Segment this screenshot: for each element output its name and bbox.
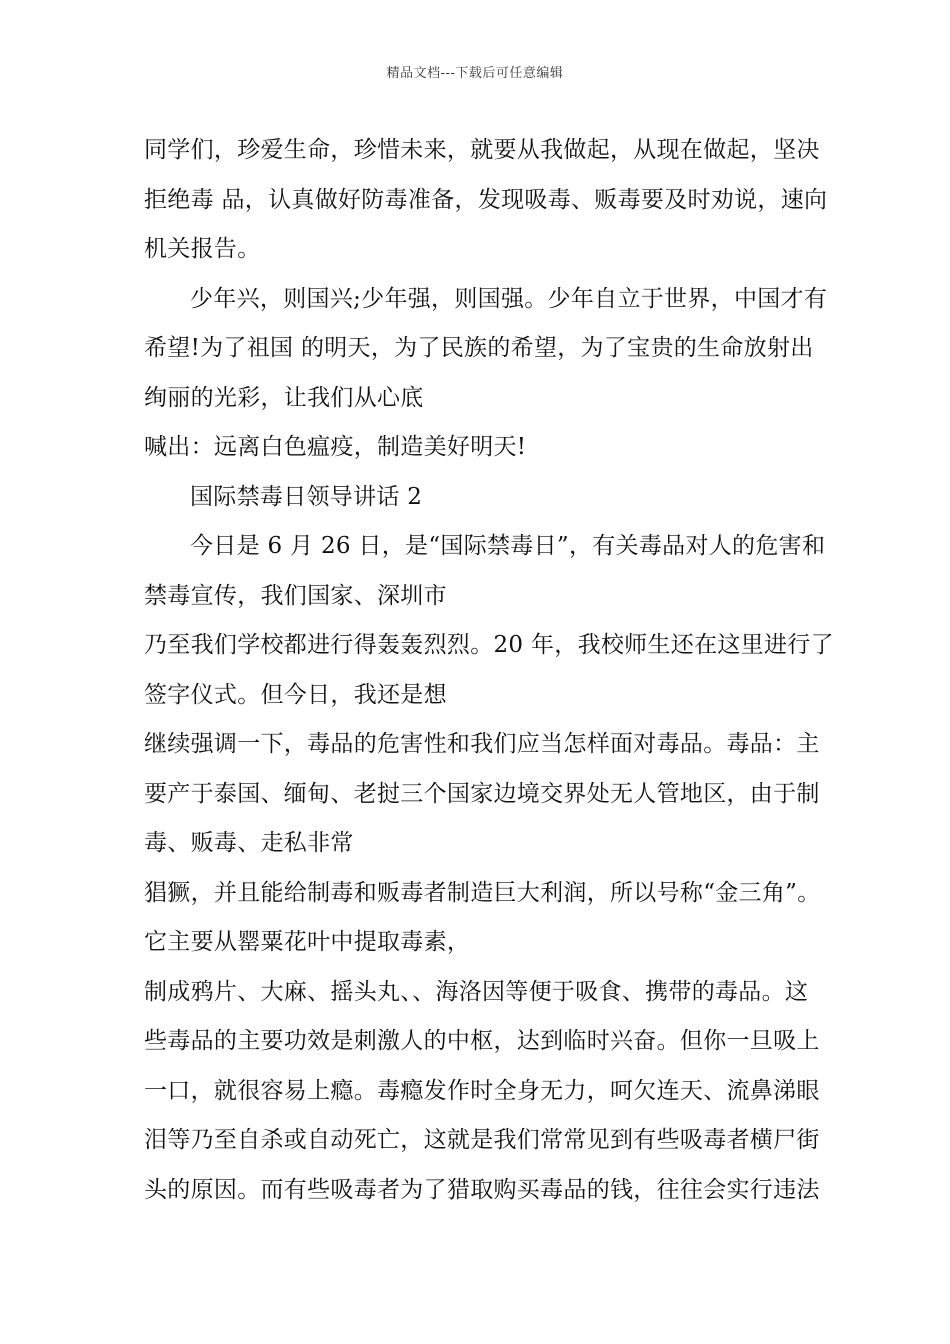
- text-line: 些毒品的主要功效是刺激人的中枢，达到临时兴奋。但你一旦吸上: [144, 1028, 820, 1054]
- text-line: 拒绝毒 品，认真做好防毒准备，发现吸毒、贩毒要及时劝说，速向: [144, 186, 828, 213]
- text-line: 同学们，珍爱生命，珍惜未来，就要从我做起，从现在做起，坚决: [144, 137, 820, 163]
- text-line: 今日是 6 月 26 日，是“国际禁毒日”，有关毒品对人的危害和: [190, 533, 826, 559]
- text-line: 一口，就很容易上瘾。毒瘾发作时全身无力，呵欠连天、流鼻涕眼: [144, 1077, 820, 1104]
- page-header: 精品文档---下载后可任意编辑: [386, 66, 564, 81]
- text-line: 绚丽的光彩，让我们从心底: [144, 384, 424, 411]
- text-line: 禁毒宣传，我们国家、深圳市: [144, 582, 447, 609]
- text-line: 要产于泰国、缅甸、老挝三个国家边境交界处无人管地区，由于制: [144, 780, 820, 807]
- text-line: 希望!为了祖国 的明天，为了民族的希望，为了宝贵的生命放射出: [144, 335, 814, 361]
- text-line: 猖獗，并且能给制毒和贩毒者制造巨大利润，所以号称“金三角”。: [144, 879, 821, 906]
- text-line: 签字仪式。但今日，我还是想: [144, 681, 447, 708]
- text-line: 毒、贩毒、走私非常: [144, 830, 354, 856]
- text-line: 继续强调一下，毒品的危害性和我们应当怎样面对毒品。毒品：主: [144, 731, 820, 757]
- text-line: 机关报告。: [144, 236, 261, 262]
- text-line: 制成鸦片、大麻、摇头丸、、海洛因等便于吸食、携带的毒品。这: [144, 978, 809, 1005]
- text-line: 头的原因。而有些吸毒者为了猎取购买毒品的钱，往往会实行违法: [144, 1176, 820, 1203]
- text-line: 它主要从罂粟花叶中提取毒素，: [144, 929, 471, 955]
- text-line: 泪等乃至自杀或自动死亡，这就是我们常常见到有些吸毒者横尸街: [144, 1127, 820, 1153]
- text-line: 喊出：远离白色瘟疫，制造美好明天!: [144, 434, 527, 460]
- text-line: 少年兴，则国兴;少年强，则国强。少年自立于世界，中国才有: [190, 285, 828, 312]
- section-heading: 国际禁毒日领导讲话 2: [190, 483, 423, 510]
- document-body: [144, 126, 834, 1215]
- text-line: 乃至我们学校都进行得轰轰烈烈。20 年，我校师生还在这里进行了: [144, 632, 834, 658]
